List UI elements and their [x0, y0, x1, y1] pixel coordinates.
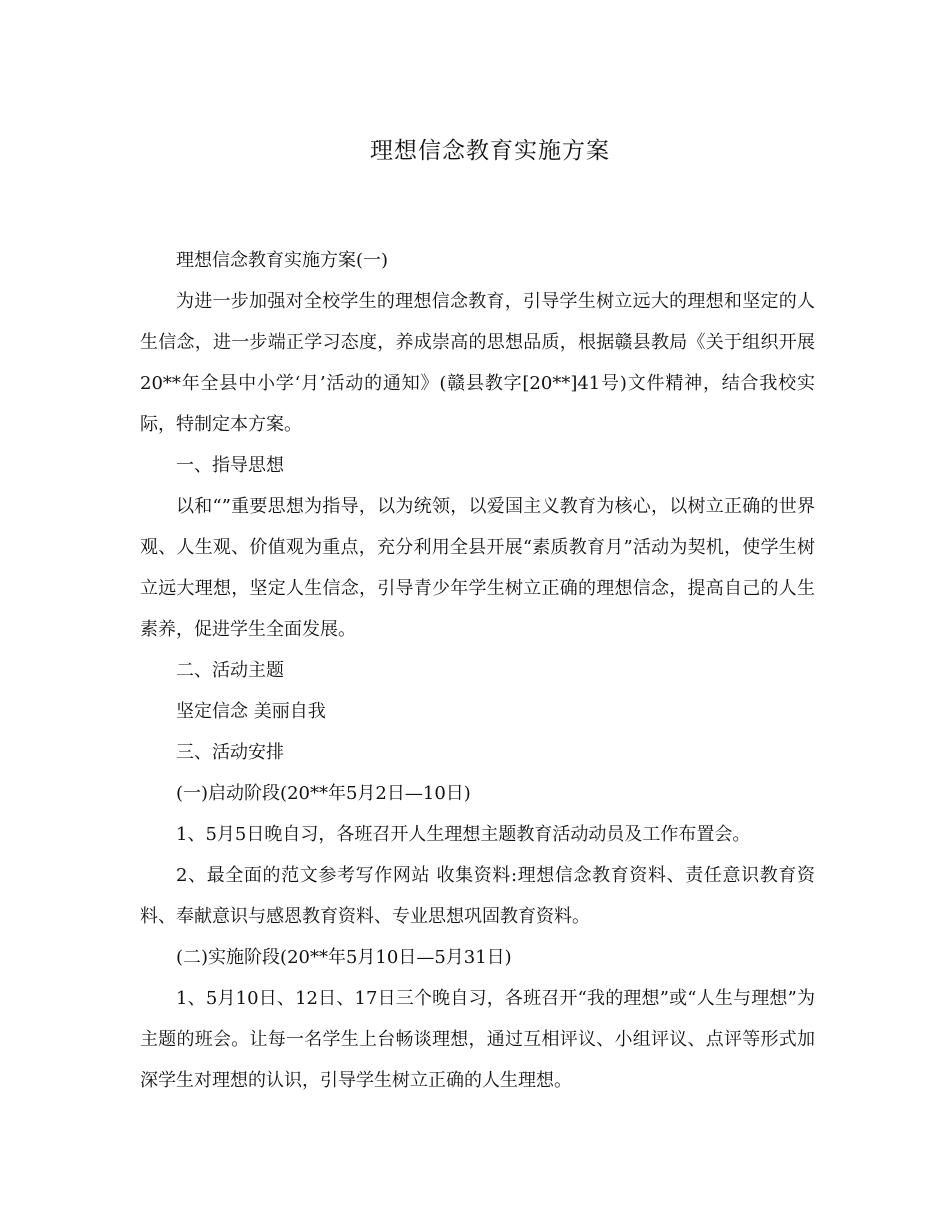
section-heading-guiding-thought: 一、指导思想 [176, 455, 284, 476]
document-body [140, 240, 815, 1101]
section-heading-theme: 二、活动主题 [176, 660, 284, 681]
paragraph-guiding-thought: 以和“”重要思想为指导，以为统领，以爱国主义教育为核心，以树立正确的世界观、人生观、价值观为重点，充分利用全县开展“素质教育月”活动为契机，使学生树立远大理想，坚定人生信念，引导青少年学生树立正确的理想信念，提高自己的人生素养，促进学生全面发展。 [140, 496, 815, 640]
paragraph-subtitle: 理想信念教育实施方案(一) [176, 250, 389, 271]
document-title: 理想信念教育实施方案 [370, 138, 610, 164]
subsection-heading-implementation: (二)实施阶段(20**年5月10日—5月31日) [176, 947, 512, 968]
paragraph-theme: 坚定信念 美丽自我 [176, 701, 326, 722]
list-item-launch-1: 1、5月5日晚自习，各班召开人生理想主题教育活动动员及工作布置会。 [176, 824, 751, 845]
list-item-launch-2: 2、最全面的范文参考写作网站 收集资料:理想信念教育资料、责任意识教育资料、奉献意识与感恩教育资料、专业思想巩固教育资料。 [140, 865, 815, 927]
subsection-heading-launch: (一)启动阶段(20**年5月2日—10日) [176, 783, 471, 804]
paragraph-intro: 为进一步加强对全校学生的理想信念教育，引导学生树立远大的理想和坚定的人生信念，进一步端正学习态度，养成崇高的思想品质，根据赣县教局《关于组织开展20**年全县中小学‘月’活动的通知》(赣县教字[20**]41号)文件精神，结合我校实际，特制定本方案。 [140, 291, 815, 435]
section-heading-arrangement: 三、活动安排 [176, 742, 284, 763]
list-item-implementation-1: 1、5月10日、12日、17日三个晚自习，各班召开“我的理想”或“人生与理想”为主题的班会。让每一名学生上台畅谈理想，通过互相评议、小组评议、点评等形式加深学生对理想的认识，引导学生树立正确的人生理想。 [140, 988, 815, 1091]
